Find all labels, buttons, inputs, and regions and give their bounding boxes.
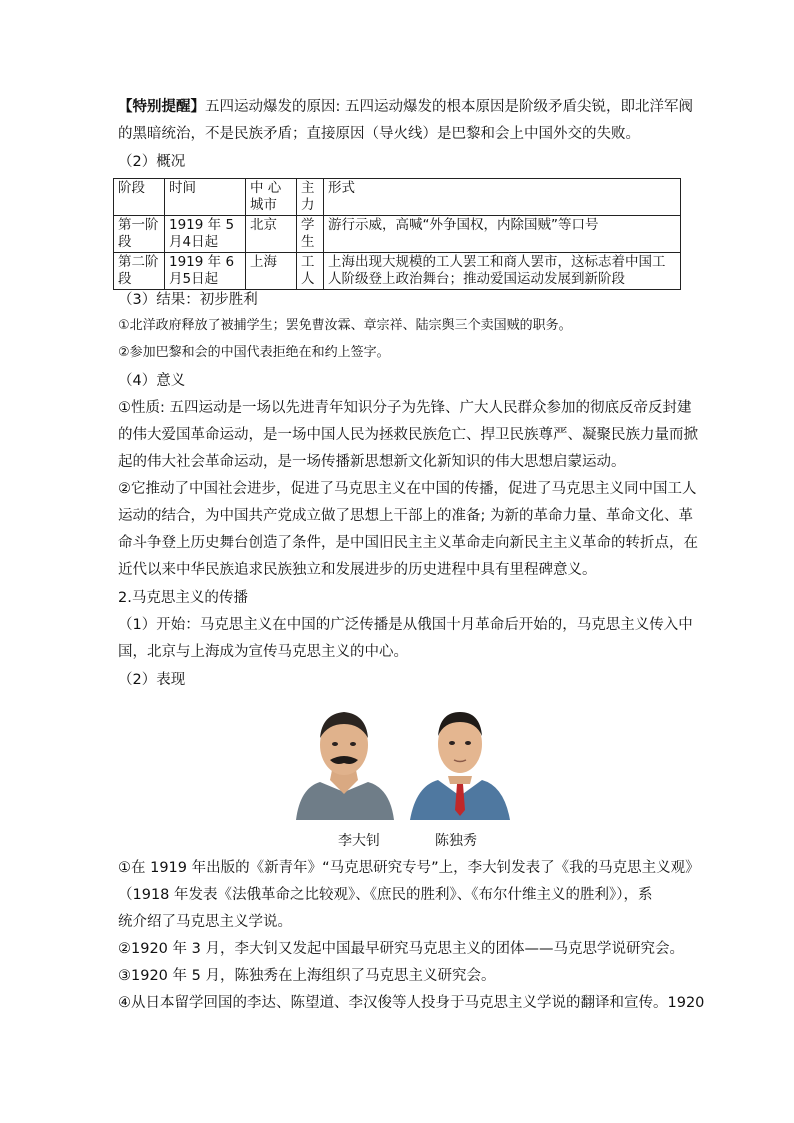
table-header-row — [114, 179, 681, 216]
table-cell: 上海 — [246, 253, 297, 290]
start-line: （1）开始：马克思主义在中国的广泛传播是从俄国十月革命后开始的，马克思主义传入中 — [118, 617, 693, 633]
header-cell: 阶段 — [114, 179, 165, 216]
table-cell: 游行示威，高喊“外争国权，内除国贼”等口号 — [324, 216, 681, 253]
start-line: 国，北京与上海成为宣传马克思主义的中心。 — [118, 644, 408, 660]
significance-line: ①性质: 五四运动是一场以先进青年知识分子为先锋、广大人民群众参加的彻底反帝反封建 — [118, 400, 692, 416]
manifestation-line: ③1920 年 5 月，陈独秀在上海组织了马克思主义研究会。 — [118, 968, 496, 984]
header-cell: 中 心城市 — [246, 179, 297, 216]
significance-line: 命斗争登上历史舞台创造了条件，是中国旧民主主义革命走向新民主主义革命的转折点，在 — [118, 535, 698, 551]
reminder-line-2: 的黑暗统治，不是民族矛盾；直接原因（导火线）是巴黎和会上中国外交的失败。 — [118, 126, 640, 142]
reminder-line-1 — [118, 97, 693, 117]
result-item-1: ①北洋政府释放了被捕学生；罢免曹汝霖、章宗祥、陆宗舆三个卖国贼的职务。 — [118, 318, 572, 333]
header-cell: 形式 — [324, 179, 681, 216]
manifestation-line: ①在 1919 年出版的《新青年》“马克思研究专号”上，李大钊发表了《我的马克思主义观》 — [118, 860, 700, 876]
portrait-chen-duxiu — [406, 700, 514, 820]
table-cell: 第二阶段 — [114, 253, 165, 290]
manifestation-line: （1918 年发表《法俄革命之比较观》、《庶民的胜利》、《布尔什维主义的胜利》），系 — [118, 887, 653, 903]
table-row — [114, 253, 681, 290]
table-cell: 工人 — [297, 253, 324, 290]
portrait-li-dazhao — [290, 700, 398, 820]
significance-line: 的伟大爱国革命运动，是一场中国人民为拯救民族危亡、捍卫民族尊严、凝聚民族力量而掀 — [118, 427, 698, 443]
result-item-2: ②参加巴黎和会的中国代表拒绝在和约上签字。 — [118, 345, 390, 360]
section-2-title: 2.马克思主义的传播 — [118, 590, 248, 606]
table-cell: 学生 — [297, 216, 324, 253]
overview-title: （2）概况 — [118, 154, 186, 170]
caption-li-dazhao: 李大钊 — [338, 833, 380, 849]
reminder-label: 【特别提醒】 — [118, 99, 205, 115]
caption-chen-duxiu: 陈独秀 — [435, 833, 477, 849]
table-cell: 1919 年 6 月5日起 — [165, 253, 246, 290]
result-title: （3）结果：初步胜利 — [118, 292, 258, 308]
manifestation-title: （2）表现 — [118, 672, 186, 688]
significance-line: ②它推动了中国社会进步，促进了马克思主义在中国的传播，促进了马克思主义同中国工人 — [118, 481, 697, 497]
significance-line: 运动的结合，为中国共产党成立做了思想上干部上的准备; 为新的革命力量、革命文化、革 — [118, 508, 693, 524]
table-cell: 上海出现大规模的工人罢工和商人罢市，这标志着中国工人阶级登上政治舞台；推动爱国运动发展到新阶段 — [324, 253, 681, 290]
overview-table — [113, 178, 681, 290]
manifestation-line: ④从日本留学回国的李达、陈望道、李汉俊等人投身于马克思主义学说的翻译和宣传。1920 — [118, 995, 705, 1011]
table-cell: 北京 — [246, 216, 297, 253]
manifestation-line: 统介绍了马克思主义学说。 — [118, 914, 292, 930]
header-cell: 时间 — [165, 179, 246, 216]
table-cell: 1919 年 5 月4日起 — [165, 216, 246, 253]
significance-line: 近代以来中华民族追求民族独立和发展进步的历史进程中具有里程碑意义。 — [118, 562, 597, 578]
reminder-text-1: 五四运动爆发的原因: 五四运动爆发的根本原因是阶级矛盾尖锐，即北洋军阀 — [205, 99, 693, 115]
table-row — [114, 216, 681, 253]
significance-line: 起的伟大社会革命运动，是一场传播新思想新文化新知识的伟大思想启蒙运动。 — [118, 454, 626, 470]
table-cell: 第一阶段 — [114, 216, 165, 253]
significance-title: （4）意义 — [118, 373, 186, 389]
manifestation-line: ②1920 年 3 月，李大钊又发起中国最早研究马克思主义的团体——马克思学说研究会。 — [118, 941, 684, 957]
header-cell: 主力 — [297, 179, 324, 216]
